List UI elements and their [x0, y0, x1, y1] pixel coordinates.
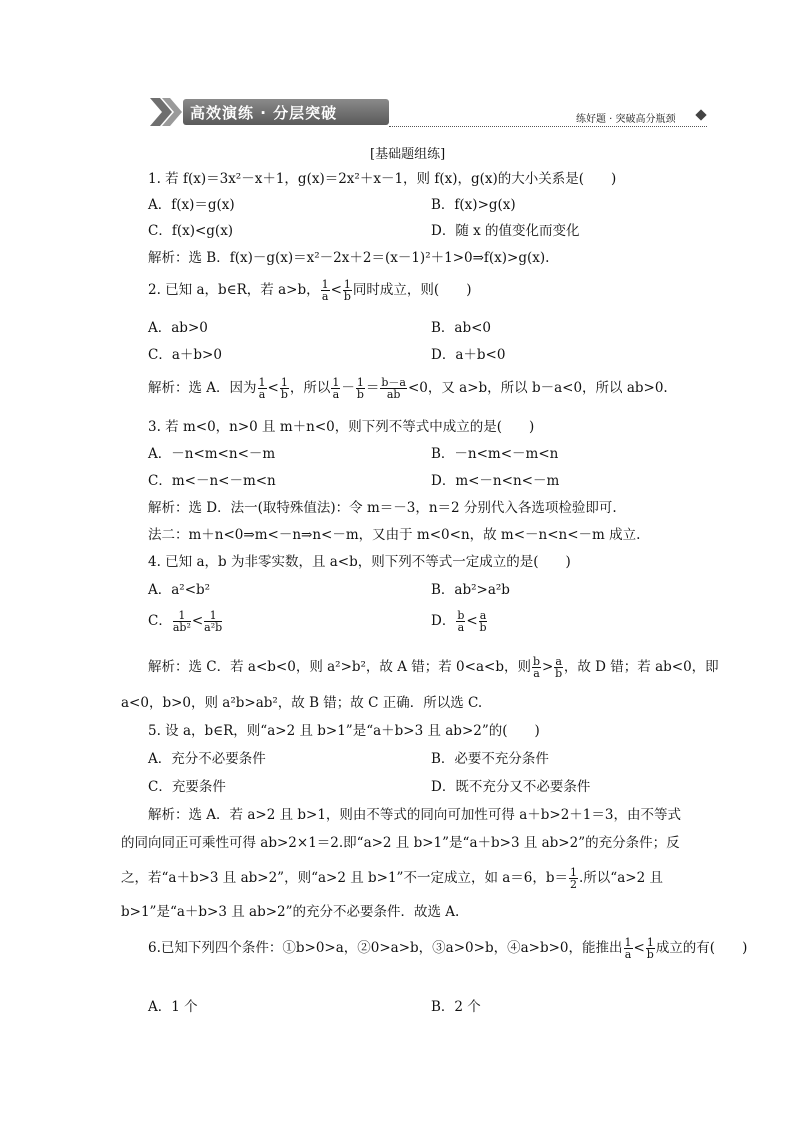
q2-option-c: C．a＋b>0 — [148, 347, 222, 363]
q5-analysis-4: b>1”是“a＋b>3 且 ab>2”的充分不必要条件．故选 A. — [121, 904, 460, 920]
q5-analysis-3: 之，若“a＋b>3 且 ab>2”，则“a>2 且 b>1”不一定成立，如 a＝6，b＝ $\frac{1}{2}$ .所以“a>2 且 — [121, 866, 663, 891]
q2-analysis: 解析：选 A．因为 $\frac{1}{a}$ < $\frac{1}{b}$ ，所以 $\frac{1}{a}$ － $\frac{1}{b}$ ＝ $\frac{b-a}{ab}$ <0，又 a>b，所以 b－a<0，所以 ab>0. — [148, 376, 668, 401]
fraction-1-over-a: $\frac{1}{a}$ — [321, 278, 329, 303]
q4-analysis-1: 解析：选 C．若 a<b<0，则 a²>b²，故 A 错；若 0<a<b，则 $\frac{b}{a}$ > $\frac{a}{b}$ ，故 D 错；若 ab<0，即 — [148, 655, 719, 680]
q5-option-c: C．充要条件 — [148, 779, 226, 795]
q6-option-a: A．1 个 — [148, 999, 198, 1015]
q3-analysis-1: 解析：选 D．法一(取特殊值法)：令 m＝－3，n＝2 分别代入各选项检验即可. — [148, 500, 617, 516]
q5-analysis-2: 的同向同正可乘性可得 ab>2×1＝2.即“a>2 且 b>1”是“a＋b>3 且 ab>2”的充分条件；反 — [121, 835, 680, 851]
q3-option-c: C．m<－n<－m<n — [148, 473, 276, 489]
q3-stem: 3. 若 m<0，n>0 且 m＋n<0，则下列不等式中成立的是( ) — [148, 419, 535, 435]
q2-option-a: A．ab>0 — [148, 320, 208, 336]
q5-analysis-1: 解析：选 A．若 a>2 且 b>1，则由不等式的同向可加性可得 a＋b>2＋1＝3，由不等式 — [148, 807, 681, 823]
header-slogan: 练好题 · 突破高分瓶颈 — [576, 114, 676, 125]
q1-option-c: C．f(x)<g(x) — [148, 223, 234, 239]
q3-option-d: D．m<－n<n<－m — [431, 473, 560, 489]
q4-option-a: A．a²<b² — [148, 582, 211, 598]
q1-option-a: A．f(x)＝g(x) — [148, 197, 235, 213]
fraction-1-over-b: $\frac{1}{b}$ — [343, 278, 351, 303]
q1-analysis: 解析：选 B．f(x)－g(x)＝x²－2x＋2＝(x－1)²＋1>0⇒f(x)>g(x). — [148, 250, 550, 266]
q6-stem: 6.已知下列四个条件：①b>0>a，②0>a>b，③a>0>b，④a>b>0，能推出 $\frac{1}{a}$ < $\frac{1}{b}$ 成立的有( ) — [148, 936, 748, 961]
q4-option-d: D． $\frac{b}{a}$ < $\frac{a}{b}$ — [431, 609, 487, 634]
diamond-icon — [695, 109, 706, 120]
q2-option-d: D．a＋b<0 — [431, 347, 506, 363]
q1-stem: 1. 若 f(x)＝3x²－x＋1，g(x)＝2x²＋x－1，则 f(x)，g(x)的大小关系是( ) — [148, 171, 617, 187]
q4-option-c: C． $\frac{1}{\text{ab²}}$ < $\frac{1}{\text{a²b}}$ — [148, 609, 223, 634]
header-divider — [389, 126, 707, 127]
header-title: 高效演练 · 分层突破 — [190, 104, 338, 122]
chevron-arrows-icon — [150, 98, 186, 126]
q3-analysis-2: 法二：m＋n<0⇒m<－n⇒n<－m，又由于 m<0<n，故 m<－n<n<－m 成立. — [148, 527, 641, 543]
q3-option-b: B．－n<m<－m<n — [431, 446, 559, 462]
section-title: [基础题组练] — [370, 147, 446, 162]
q5-option-d: D．既不充分又不必要条件 — [431, 779, 591, 795]
q4-option-b: B．ab²>a²b — [431, 582, 510, 598]
q1-option-b: B．f(x)>g(x) — [431, 197, 516, 213]
q6-option-b: B．2 个 — [431, 999, 481, 1015]
q4-stem: 4. 已知 a，b 为非零实数，且 a<b，则下列不等式一定成立的是( ) — [148, 554, 571, 570]
q4-analysis-2: a<0，b>0，则 a²b>ab²，故 B 错；故 C 正确．所以选 C. — [121, 695, 483, 711]
q5-option-a: A．充分不必要条件 — [148, 751, 266, 767]
q2-stem: 2. 已知 a，b∈R，若 a>b， $\frac{1}{a}$ < $\frac{1}{b}$ 同时成立，则( ) — [148, 278, 472, 303]
q1-option-d: D．随 x 的值变化而变化 — [431, 223, 580, 239]
q5-option-b: B．必要不充分条件 — [431, 751, 549, 767]
q5-stem: 5. 设 a，b∈R，则“a>2 且 b>1”是“a＋b>3 且 ab>2”的( ) — [148, 723, 540, 739]
q3-option-a: A．－n<m<n<－m — [148, 446, 276, 462]
q2-option-b: B．ab<0 — [431, 320, 492, 336]
